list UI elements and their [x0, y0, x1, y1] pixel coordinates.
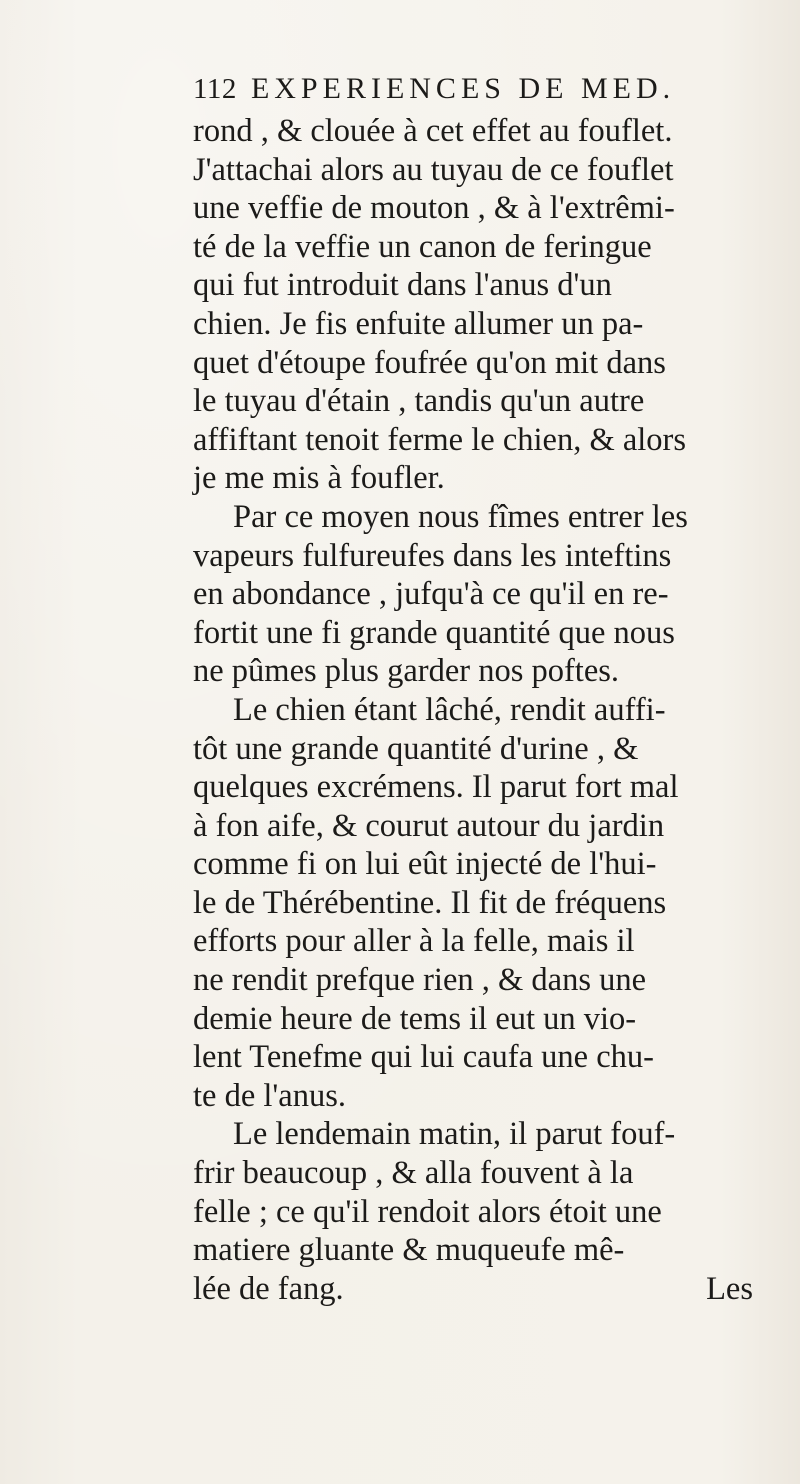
text-line: qui fut introduit dans l'anus d'un: [193, 267, 612, 304]
paragraph-start-line: Par ce moyen nous fîmes entrer les: [233, 498, 688, 535]
text-line: té de la veffie un canon de feringue: [193, 228, 652, 265]
text-line: le de Thérébentine. Il fit de fréquens: [193, 884, 667, 921]
text-line: ne rendit prefque rien , & dans une: [193, 962, 647, 999]
text-line: à fon aife, & courut autour du jardin: [193, 807, 665, 844]
text-line: en abondance , jufqu'à ce qu'il en re-: [193, 576, 669, 613]
text-line: te de l'anus.: [193, 1077, 346, 1114]
text-line: je me mis à foufler.: [193, 460, 445, 497]
text-line: lent Tenefme qui lui caufa une chu-: [193, 1039, 654, 1076]
text-line: affiftant tenoit ferme le chien, & alors: [193, 421, 687, 458]
catchword: Les: [706, 1270, 753, 1307]
text-line: fortit une fi grande quantité que nous: [193, 614, 675, 651]
text-line: chien. Je fis enfuite allumer un pa-: [193, 305, 644, 342]
text-line: frir beaucoup , & alla fouvent à la: [193, 1155, 634, 1192]
text-line: vapeurs fulfureufes dans les inteftins: [193, 537, 672, 574]
page-number: 112: [193, 73, 237, 105]
text-line: J'attachai alors au tuyau de ce fouflet: [193, 151, 674, 188]
text-line: demie heure de tems il eut un vio-: [193, 1000, 637, 1037]
text-line: tôt une grande quantité d'urine , &: [193, 730, 639, 767]
text-line: une veffie de mouton , & à l'extrêmi-: [193, 190, 675, 227]
text-line: quet d'étoupe foufrée qu'on mit dans: [193, 344, 666, 381]
text-line: efforts pour aller à la felle, mais il: [193, 923, 635, 960]
text-line: ne pûmes plus garder nos poftes.: [193, 653, 620, 690]
text-line: comme fi on lui eût injecté de l'hui-: [193, 846, 657, 883]
text-line: rond , & clouée à cet effet au fouflet.: [193, 113, 673, 149]
running-header: [193, 72, 778, 112]
running-title: EXPERIENCES DE MED.: [250, 72, 676, 105]
text-line: quelques excrémens. Il parut fort mal: [193, 769, 679, 806]
paragraph-start-line: Le lendemain matin, il parut fouf-: [233, 1116, 676, 1153]
text-line: felle ; ce qu'il rendoit alors étoit une: [193, 1193, 662, 1230]
text-line: le tuyau d'étain , tandis qu'un autre: [193, 383, 645, 420]
paragraph-start-line: Le chien étant lâché, rendit auffi-: [233, 691, 666, 728]
text-line: lée de fang.: [193, 1270, 344, 1307]
body-text: [193, 112, 793, 1308]
text-line: matiere gluante & muqueufe mê-: [193, 1232, 625, 1269]
